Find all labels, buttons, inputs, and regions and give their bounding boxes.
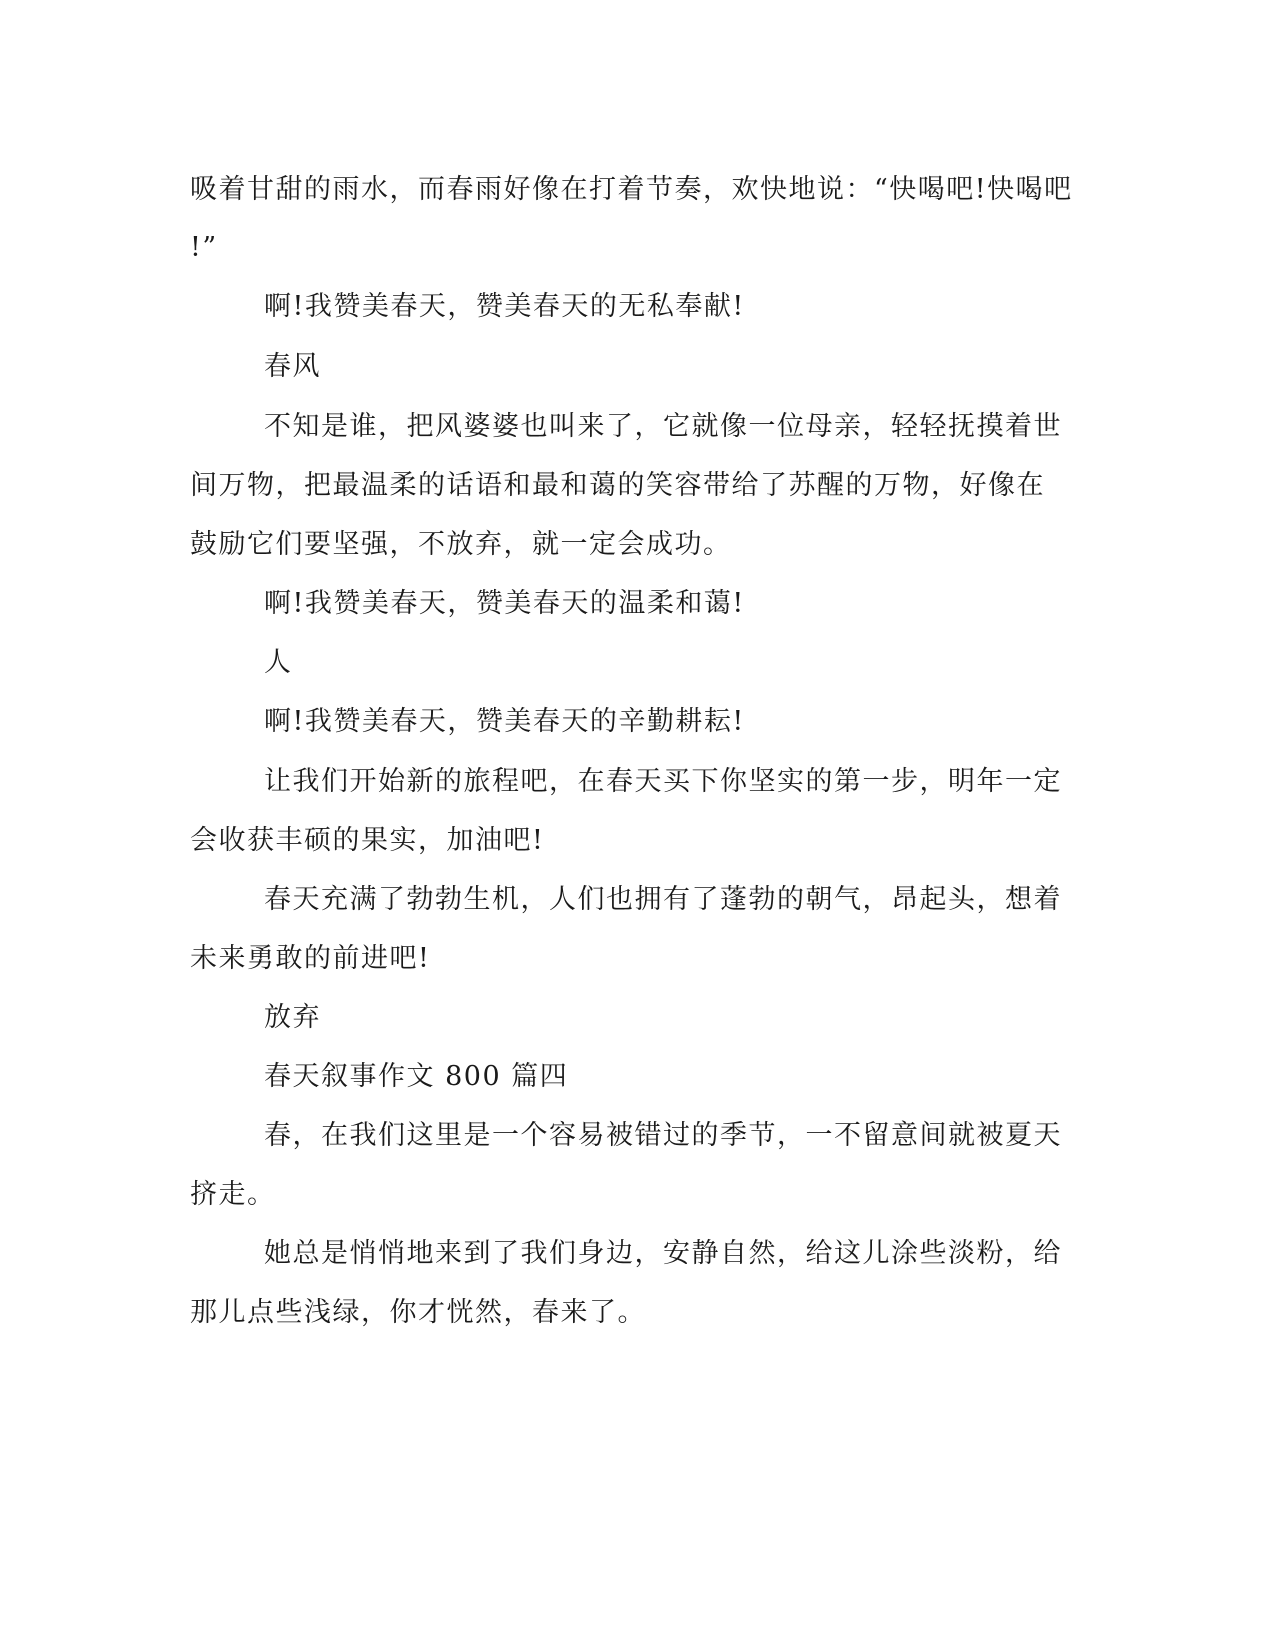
- paragraph-line: 春，在我们这里是一个容易被错过的季节，一不留意间就被夏天: [264, 1120, 1062, 1151]
- paragraph-line: !”: [190, 232, 218, 263]
- paragraph-line: 春天充满了勃勃生机，人们也拥有了蓬勃的朝气，昂起头，想着: [264, 884, 1062, 915]
- paragraph-line: 啊!我赞美春天，赞美春天的辛勤耕耘!: [264, 706, 745, 737]
- paragraph-line: 啊!我赞美春天，赞美春天的无私奉献!: [264, 291, 745, 322]
- paragraph-line: 让我们开始新的旅程吧，在春天买下你坚实的第一步，明年一定: [264, 766, 1062, 797]
- paragraph-line: 啊!我赞美春天，赞美春天的温柔和蔼!: [264, 588, 745, 619]
- paragraph-line: 那儿点些浅绿，你才恍然，春来了。: [190, 1297, 646, 1328]
- paragraph-line: 她总是悄悄地来到了我们身边，安静自然，给这儿涂些淡粉，给: [264, 1238, 1062, 1269]
- section-heading: 春风: [264, 351, 321, 382]
- paragraph-line: 未来勇敢的前进吧!: [190, 943, 431, 974]
- paragraph-line: 鼓励它们要坚强，不放弃，就一定会成功。: [190, 529, 732, 560]
- paragraph-line: 不知是谁，把风婆婆也叫来了，它就像一位母亲，轻轻抚摸着世: [264, 411, 1062, 442]
- paragraph-line: 会收获丰硕的果实，加油吧!: [190, 825, 545, 856]
- article-title: 春天叙事作文 800 篇四: [264, 1061, 569, 1092]
- paragraph-line: 间万物，把最温柔的话语和最和蔼的笑容带给了苏醒的万物，好像在: [190, 470, 1045, 501]
- paragraph-line: 吸着甘甜的雨水，而春雨好像在打着节奏，欢快地说：“快喝吧!快喝吧: [190, 174, 1073, 205]
- paragraph-line: 挤走。: [190, 1179, 276, 1210]
- section-heading: 放弃: [264, 1002, 321, 1033]
- section-heading: 人: [264, 647, 293, 678]
